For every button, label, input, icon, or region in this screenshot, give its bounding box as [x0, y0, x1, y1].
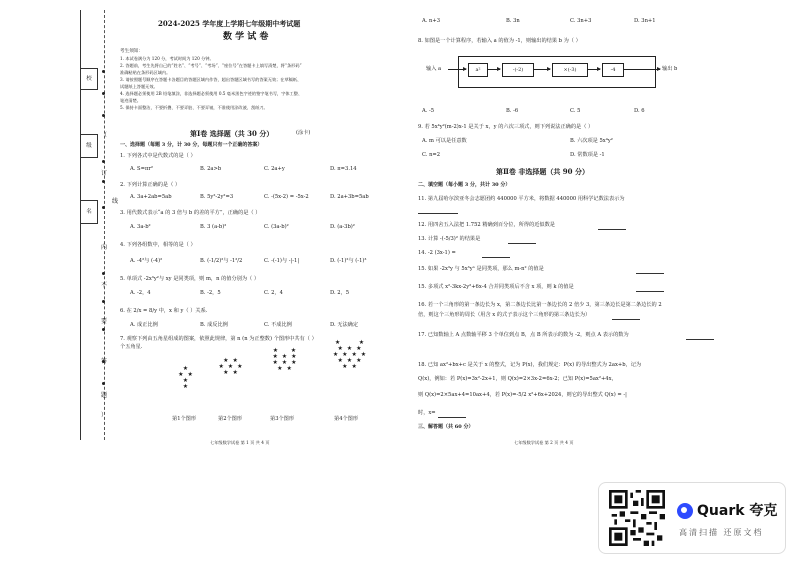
binding-char: 订 [100, 170, 107, 177]
page-footer: 七年级数学试卷 第 2 页 共 4 页 [514, 440, 574, 445]
option: B. 3n [506, 18, 520, 24]
question-5: 5. 单项式 -2x³y²与 xy 是同类项，则 m，n 的值分别为（ ） [120, 276, 260, 282]
option: C. 2a+y [264, 166, 285, 172]
option: C. 5 [570, 108, 581, 114]
binding-char: 不 [100, 282, 107, 289]
school-label: 校 [80, 68, 98, 90]
fill-question: 11. 第九届哈尔滨亚冬会志愿团约 440000 平方米，将数据 440000 用科学记数法表示为 [418, 196, 625, 202]
figure-label: 第2个图形 [218, 416, 243, 422]
flow-box-minus: -(-2) [502, 63, 534, 77]
option: B. (-1/2)²与 -1²/2 [200, 258, 243, 264]
question-6: 6. 在 2/x = 8/y 中，x 和 y（ ）关系. [120, 308, 208, 314]
option: D. (-1)²与 (-1)³ [330, 258, 367, 264]
option: A. 成正比例 [130, 322, 158, 328]
option: A. -2，4 [130, 290, 151, 296]
fill-question-cont: 则 Q(x)=2×5ax+4=10ax+4，若 P(x)=-5/2 x²+6x+2024，则它的导出整式 Q(x) = -| [418, 392, 627, 398]
figure-label: 第1个图形 [172, 416, 197, 422]
note-line: 2. 答题前，考生先将自己的“姓名”、“考号”、“考场”、“座位号”在答题卡上填写清楚，将“条形码” [120, 63, 302, 68]
fill-question: 16. 若一个三角形的第一条边长为 x，第二条边长比第一条边长的 2 倍少 3，第三条边长是第二条边长的 2 [418, 302, 662, 308]
exam-page-2 [402, 18, 724, 458]
flowchart [426, 54, 678, 94]
exam-subject: 数 学 试 卷 [223, 32, 269, 42]
option: D. (a-3b)² [330, 224, 355, 230]
section1-heading: 一、选择题（每题 3 分，计 30 分，每题只有一个正确的答案） [120, 142, 263, 148]
binding-char: 要 [100, 318, 107, 325]
fill-question-cont: 时，x= [418, 410, 436, 416]
binding-char: 内 [100, 244, 107, 251]
option: A. 3a-b² [130, 224, 151, 230]
star-figure-1: ★ ★ ★ ★ ★ [178, 365, 194, 390]
binding-margin [74, 10, 118, 440]
option: A. -5 [422, 108, 435, 114]
option: B. 2a>b [200, 166, 222, 172]
option: A. n+3 [422, 18, 441, 24]
option: C. 2，4 [264, 290, 283, 296]
option: C. 3n+3 [570, 18, 592, 24]
option: C. (3a-b)² [264, 224, 289, 230]
option: B. -6 [506, 108, 519, 114]
flow-output: 输出 b [662, 66, 678, 72]
question-3: 3. 用代数式表示“a 的 3 倍与 b 的差的平方”，正确的是（ ） [120, 210, 261, 216]
question-7-cont: 个五角星. [120, 344, 143, 350]
option: B. -2，5 [200, 290, 221, 296]
flow-box-square: a² [468, 63, 488, 77]
note-line: 4. 选择题必须使用 2B 铅笔填涂，非选择题必须使用 0.5 毫米黑色字迹的签字笔书写，字体工整、 [120, 91, 303, 96]
part1-note: (涂卡) [296, 130, 311, 136]
notes-heading: 考生须知： [120, 49, 143, 54]
exam-title: 2024-2025 学年度上学期七年级期中考试题 [158, 19, 301, 28]
fill-question: 15. 如果 -2x³y 与 5x³yⁿ 是同类项，那么 m-n² 的值是 [418, 266, 544, 272]
section3-heading: 三、解答题（共 60 分） [418, 424, 474, 430]
figure-label: 第4个图形 [334, 416, 359, 422]
flow-box-times: ×(-3) [552, 63, 588, 77]
option: B. 成反比例 [200, 322, 228, 328]
part1-heading: 第Ⅰ卷 选择题（共 30 分） [190, 129, 274, 138]
option: C. -(5x-2) = -5x-2 [264, 194, 309, 200]
option: A. S=πr² [130, 166, 153, 172]
option: C. -(-1)与 -|-1| [264, 258, 300, 264]
qr-code-icon [609, 490, 665, 546]
option: B. 六次项是 5x⁴y² [570, 138, 613, 144]
fill-question-cont: Q(x)，例如：若 P(x)=3x²-2x+1，则 Q(x)=2×3x-2=6x-2；已知 P(x)=5ax²+4x， [418, 376, 617, 382]
binding-char: （ [100, 132, 107, 139]
note-line: 笔迹清楚。 [120, 98, 141, 103]
option: C. 不成比例 [264, 322, 292, 328]
note-line: 3. 请按照题号顺序在答题卡各题目的答题区域内作答，超出答题区域书写的答案无效；在草稿纸、 [120, 77, 302, 82]
option: C. n=2 [422, 152, 441, 158]
question-1: 1. 下列各式中是代数式的是（ ） [120, 153, 196, 159]
option: B. 3 (a-b)² [200, 224, 227, 230]
option: D. 常数项是 -1 [570, 152, 605, 158]
binding-char: 线 [111, 198, 118, 205]
question-4: 4. 下列各组数中，相等的是（ ） [120, 242, 196, 248]
name-label: 名 [80, 200, 98, 224]
figure-label: 第3个图形 [270, 416, 295, 422]
option: A. -4²与 (-4)² [130, 258, 163, 264]
quark-logo-icon [677, 503, 693, 519]
option: D. 无法确定 [330, 322, 359, 328]
option: D. 6 [634, 108, 645, 114]
option: A. 3a+2ab=5ab [130, 194, 172, 200]
binding-char: 题 [100, 392, 107, 399]
star-figure-3: ★ ★ ★ ★ ★ ★ ★ ★ ★ ★ [272, 347, 298, 372]
note-line: 5. 保持卡面整洁，不要折叠、不要弄脏、不要弄皱，不准使用涂改液、刮纸刀。 [120, 105, 268, 110]
option: D. 2，5 [330, 290, 350, 296]
fill-question: 13. 计算 -(-5/3)² 的结果是 [418, 236, 481, 242]
binding-char: 答 [100, 358, 107, 365]
fill-question: 15. 多项式 x²-3kx-2y²+6x-4 合并同类项后不含 x 项，则 k 的值是 [418, 284, 574, 290]
question-7: 7. 观察下列由五角星组成的图案，依照此规律，第 n (n 为正整数) 个图形中共有（ ） [120, 336, 317, 342]
option: B. 5y²-2y²=3 [200, 194, 234, 200]
star-figure-4: ★ ★ ★ ★ ★ ★ ★ ★ ★ ★ ★ ★ ★ ★ [332, 339, 368, 370]
class-label: 级 [80, 134, 98, 158]
star-figure-2: ★ ★ ★ ★ ★ ★ ★ [218, 357, 244, 376]
option: D. 2a+3b=5ab [330, 194, 369, 200]
note-line: 准确粘贴在条形码区域内。 [120, 70, 171, 75]
question-9: 9. 若 5x⁴y²(m-2)x-1 是关于 x，y 的六次三项式，则下列说法正确的是（ ） [418, 124, 594, 130]
quark-tagline: 高清扫描 还原文档 [679, 528, 764, 537]
option: A. m 可以是任意数 [422, 138, 467, 144]
question-8: 8. 如图是一个计算程序，若输入 a 的值为 -1，则输出的结果 b 为（ ） [418, 38, 581, 44]
note-line: 1. 本试卷满分为 120 分，考试时间为 120 分钟。 [120, 56, 214, 61]
part2-heading: 第Ⅱ卷 非选择题（共 90 分） [496, 167, 589, 176]
flow-box-subtract: -4 [602, 63, 624, 77]
fill-question: 18. 已知 ax²+bx+c 是关于 x 的整式，记为 P(x)，我们规定：P(x) 的导出整式为 2ax+b，记为 [418, 362, 642, 368]
option: D. 3n+1 [634, 18, 656, 24]
flow-input: 输入 a [426, 66, 442, 72]
section2-heading: 二、填空题（每小题 3 分，共计 30 分） [418, 182, 511, 188]
question-2: 2. 下列计算正确的是（ ） [120, 182, 181, 188]
quark-brand: Quark 夸克 [697, 503, 778, 519]
fill-question: 17. 已知数轴上 A 点数轴平移 3 个单位到点 B，点 B 所表示的数为 -2，则点 A 表示的数为 [418, 332, 629, 338]
fill-question: 14. -2 (3x-1) = [418, 250, 456, 256]
fill-question: 12. 用四舍五入法把 1.752 精确到百分位，所得的近似数是 [418, 222, 555, 228]
option: D. π=3.14 [330, 166, 357, 172]
page-footer: 七年级数学试卷 第 1 页 共 4 页 [210, 440, 270, 445]
binding-char: ） [100, 412, 107, 419]
exam-page-1 [118, 18, 398, 458]
quark-watermark [598, 482, 786, 554]
fill-question-cont: 倍，则这个三角形的周长（用含 x 的式子表示这个三角形的第三条边长为） [418, 312, 591, 318]
note-line: 试题纸上答题无效。 [120, 84, 158, 89]
